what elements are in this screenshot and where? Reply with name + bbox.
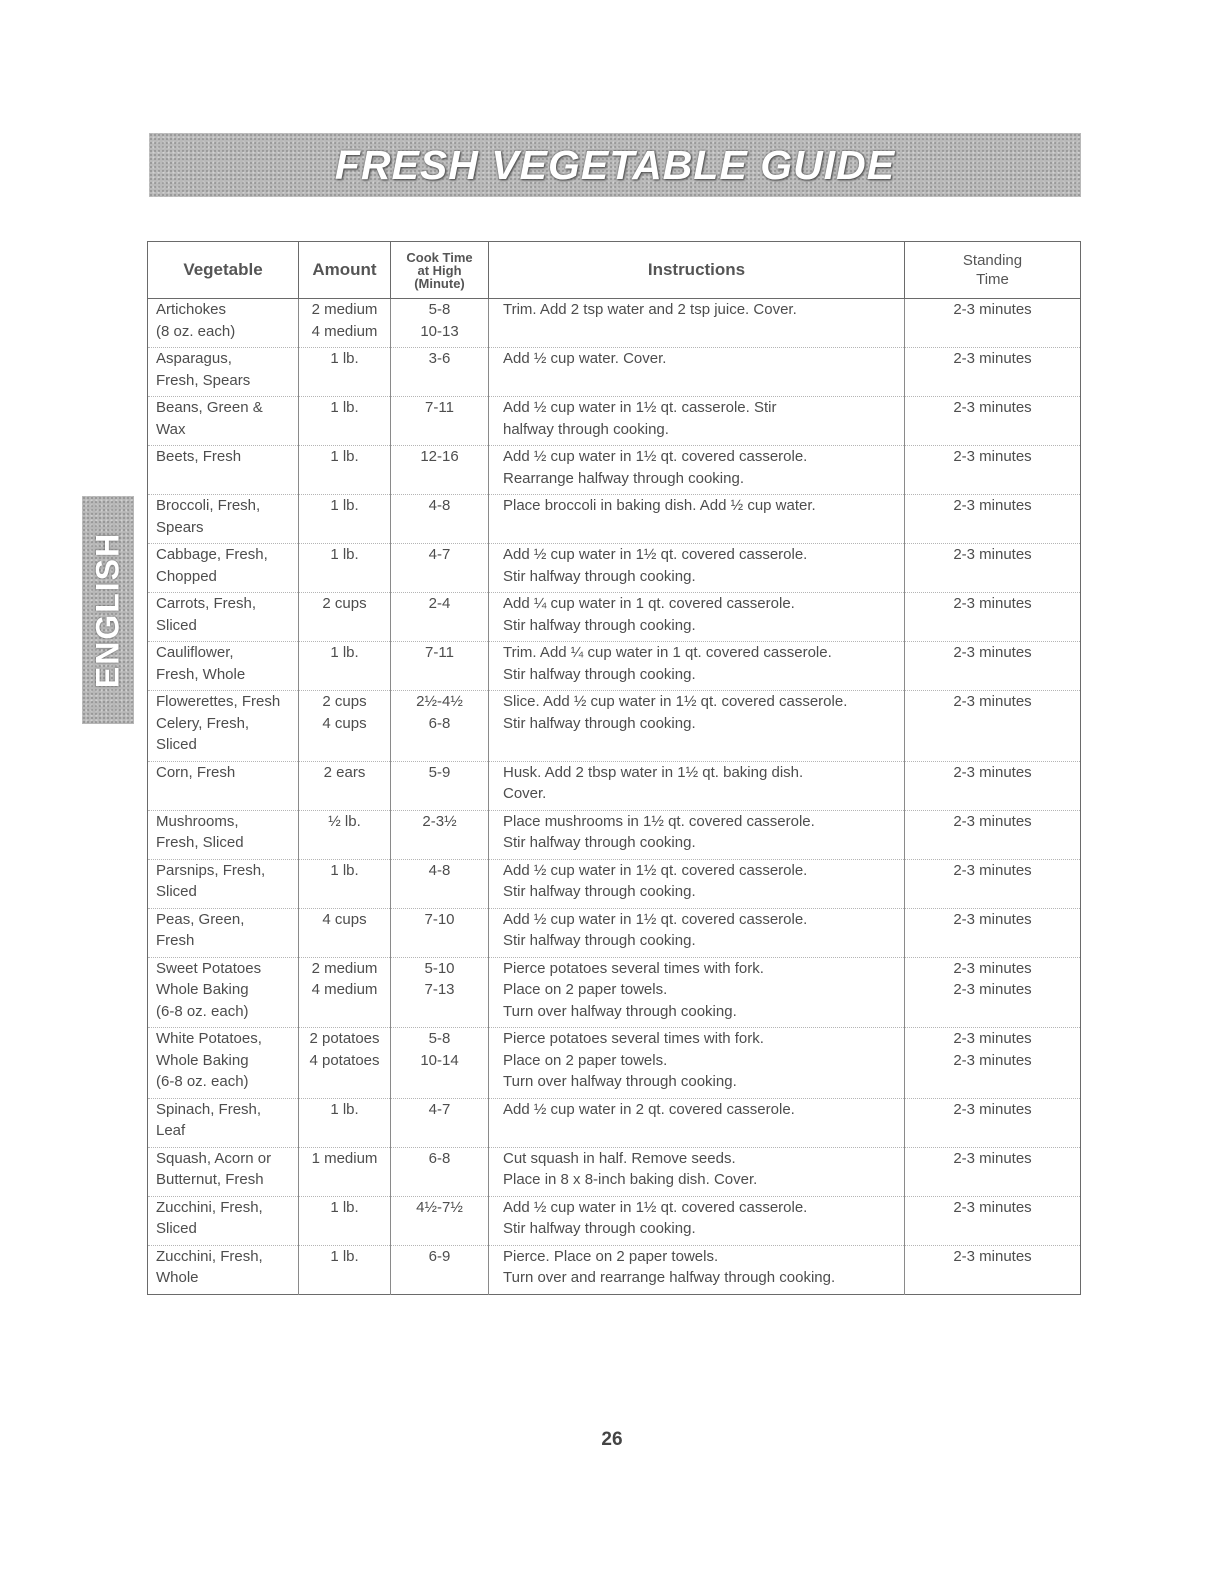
- standing-time-cell-line: 2-3 minutes: [953, 1100, 1032, 1118]
- vegetable-cell: [148, 859, 299, 908]
- vegetable-cell-line: Fresh, Spears: [156, 371, 251, 389]
- cook-time-cell: [391, 593, 489, 642]
- cook-time-cell-line: 7-11: [425, 644, 454, 661]
- instructions-cell-line: Add ½ cup water in 1½ qt. covered casserole.: [503, 1198, 808, 1216]
- cook-time-cell: [391, 1245, 489, 1294]
- instructions-cell-line: Stir halfway through cooking.: [503, 883, 696, 900]
- table-row: [148, 810, 1081, 859]
- cook-time-cell: [391, 642, 489, 691]
- cook-time-cell-line: 4-8: [428, 497, 451, 514]
- instructions-cell-line: Turn over and rearrange halfway through cooking.: [503, 1269, 836, 1286]
- title-banner: [149, 133, 1081, 197]
- vegetable-cell-line: Butternut, Fresh: [156, 1171, 264, 1188]
- vegetable-cell-line: Beans, Green &: [156, 399, 263, 416]
- standing-time-cell-line: 2-3 minutes: [953, 1247, 1032, 1265]
- vegetable-cell: [148, 1196, 299, 1245]
- instructions-cell-line: Add ½ cup water in 1½ qt. covered casserole.: [503, 861, 808, 879]
- instructions-cell-line: Stir halfway through cooking.: [503, 1220, 696, 1237]
- standing-time-cell-line: 2-3 minutes: [953, 693, 1032, 710]
- vegetable-cell-line: (6-8 oz. each): [156, 1073, 249, 1090]
- table-row: [148, 1245, 1081, 1294]
- vegetable-cell-line: Carrots, Fresh,: [156, 595, 257, 612]
- cook-time-cell-line: 10-13: [420, 322, 459, 340]
- vegetable-cell-line: Cabbage, Fresh,: [156, 546, 268, 563]
- vegetable-cell-line: Corn, Fresh: [156, 763, 236, 781]
- table-row: [148, 1028, 1081, 1099]
- standing-time-cell: [905, 957, 1081, 1028]
- amount-cell-line: 4 medium: [311, 981, 378, 998]
- standing-time-cell-line: 2-3 minutes: [953, 595, 1032, 612]
- instructions-cell: [489, 642, 905, 691]
- amount-cell-line: 1 lb.: [330, 1100, 359, 1118]
- instructions-cell: [489, 761, 905, 810]
- standing-time-cell-line: 2-3 minutes: [953, 644, 1032, 661]
- instructions-cell: [489, 1245, 905, 1294]
- instructions-cell-line: Place on 2 paper towels.: [503, 1051, 668, 1069]
- amount-cell-line: 2 medium: [311, 959, 378, 977]
- vegetable-cell-line: Whole: [156, 1269, 199, 1286]
- vegetable-cell: [148, 908, 299, 957]
- cook-time-cell-line: 5-10: [424, 959, 455, 977]
- header-cook-time-line: Cook Time: [406, 249, 473, 265]
- page-number: 26: [601, 1429, 623, 1450]
- standing-time-cell-line: 2-3 minutes: [953, 350, 1032, 367]
- standing-time-cell: [905, 544, 1081, 593]
- cook-time-cell: [391, 957, 489, 1028]
- instructions-cell-line: Stir halfway through cooking.: [503, 714, 696, 732]
- amount-cell: [299, 859, 391, 908]
- standing-time-cell: [905, 1098, 1081, 1147]
- vegetable-cell: [148, 1098, 299, 1147]
- table-row: [148, 495, 1081, 544]
- header-cook-time-line: (Minute): [414, 275, 465, 291]
- vegetable-cell: [148, 1245, 299, 1294]
- cook-time-cell: [391, 1147, 489, 1196]
- instructions-cell-line: Place in 8 x 8-inch baking dish. Cover.: [503, 1171, 758, 1188]
- instructions-cell: [489, 397, 905, 446]
- vegetable-cell-line: Sliced: [156, 1220, 197, 1237]
- cook-time-cell-line: 7-11: [425, 399, 454, 416]
- instructions-cell-line: Add ½ cup water in 1½ qt. casserole. Stir: [503, 399, 777, 416]
- standing-time-cell: [905, 446, 1081, 495]
- cook-time-cell: [391, 1196, 489, 1245]
- vegetable-cell: [148, 348, 299, 397]
- standing-time-cell: [905, 642, 1081, 691]
- instructions-cell-line: Cut squash in half. Remove seeds.: [503, 1149, 736, 1167]
- vegetable-cell-line: Peas, Green,: [156, 910, 245, 928]
- amount-cell-line: 1 lb.: [330, 1198, 359, 1216]
- vegetable-cell-line: (8 oz. each): [156, 322, 236, 340]
- vegetable-cell: [148, 397, 299, 446]
- vegetable-cell-line: Leaf: [156, 1122, 186, 1139]
- vegetable-cell-line: Artichokes: [156, 301, 227, 318]
- vegetable-cell-line: Flowerettes, Fresh: [156, 693, 281, 710]
- amount-cell: [299, 1028, 391, 1099]
- amount-cell: [299, 446, 391, 495]
- instructions-cell-line: Husk. Add 2 tbsp water in 1½ qt. baking dish.: [503, 763, 804, 781]
- standing-time-cell: [905, 397, 1081, 446]
- vegetable-cell: [148, 544, 299, 593]
- instructions-cell-line: halfway through cooking.: [503, 420, 669, 438]
- table-row: [148, 299, 1081, 348]
- table-row: [148, 859, 1081, 908]
- amount-cell: [299, 1196, 391, 1245]
- standing-time-cell-line: 2-3 minutes: [953, 910, 1032, 928]
- instructions-cell-line: Trim. Add 2 tsp water and 2 tsp juice. Cover.: [503, 301, 797, 318]
- cook-time-cell-line: 4-7: [428, 546, 451, 563]
- instructions-cell-line: Slice. Add ½ cup water in 1½ qt. covered casserole.: [503, 693, 848, 710]
- instructions-cell: [489, 1028, 905, 1099]
- vegetable-cell-line: Mushrooms,: [156, 812, 239, 830]
- amount-cell-line: 1 lb.: [330, 448, 359, 465]
- vegetable-cell: [148, 495, 299, 544]
- standing-time-cell: [905, 810, 1081, 859]
- vegetable-cell-line: Whole Baking: [156, 981, 249, 998]
- amount-cell-line: 4 medium: [311, 322, 378, 340]
- instructions-cell-line: Place broccoli in baking dish. Add ½ cup water.: [503, 497, 816, 514]
- cook-time-cell: [391, 544, 489, 593]
- cook-time-cell-line: 3-6: [428, 350, 451, 367]
- cook-time-cell-line: 7-10: [424, 910, 455, 928]
- standing-time-cell-line: 2-3 minutes: [953, 812, 1032, 830]
- instructions-cell: [489, 348, 905, 397]
- cook-time-cell-line: 4½-7½: [416, 1198, 463, 1216]
- instructions-cell-line: Add ½ cup water in 1½ qt. covered casserole.: [503, 546, 808, 563]
- instructions-cell-line: Stir halfway through cooking.: [503, 616, 696, 634]
- vegetable-cell: [148, 446, 299, 495]
- amount-cell-line: 1 lb.: [330, 497, 359, 514]
- vegetable-cell-line: Sliced: [156, 616, 197, 634]
- table-header-row: [148, 242, 1081, 299]
- standing-time-cell: [905, 1028, 1081, 1099]
- vegetable-cell-line: (6-8 oz. each): [156, 1002, 249, 1020]
- instructions-cell-line: Cover.: [503, 785, 547, 802]
- vegetable-cell: [148, 299, 299, 348]
- header-cook-time-line: at High: [417, 262, 462, 278]
- cook-time-cell-line: 5-8: [428, 301, 451, 318]
- standing-time-cell: [905, 691, 1081, 762]
- header-instructions: Instructions: [489, 242, 905, 299]
- cook-time-cell-line: 4-7: [428, 1100, 451, 1118]
- vegetable-cell-line: Cauliflower,: [156, 644, 234, 661]
- vegetable-guide-table: [147, 241, 1081, 1295]
- vegetable-cell-line: Fresh, Sliced: [156, 834, 244, 851]
- amount-cell-line: 1 lb.: [330, 644, 359, 661]
- instructions-cell: [489, 446, 905, 495]
- amount-cell: [299, 642, 391, 691]
- cook-time-cell-line: 12-16: [420, 448, 459, 465]
- amount-cell: [299, 1245, 391, 1294]
- instructions-cell-line: Pierce potatoes several times with fork.: [503, 1030, 764, 1047]
- standing-time-cell: [905, 299, 1081, 348]
- instructions-cell: [489, 908, 905, 957]
- instructions-cell-line: Stir halfway through cooking.: [503, 834, 696, 851]
- instructions-cell-line: Add ½ cup water in 2 qt. covered casserole.: [503, 1100, 795, 1118]
- standing-time-cell-line: 2-3 minutes: [953, 1051, 1032, 1069]
- amount-cell-line: 2 potatoes: [309, 1030, 380, 1047]
- amount-cell-line: 4 cups: [322, 910, 367, 928]
- vegetable-cell-line: Sliced: [156, 883, 197, 900]
- amount-cell-line: 1 lb.: [330, 861, 359, 879]
- instructions-cell-line: Rearrange halfway through cooking.: [503, 469, 744, 487]
- table-row: [148, 348, 1081, 397]
- amount-cell: [299, 495, 391, 544]
- instructions-cell-line: Stir halfway through cooking.: [503, 665, 696, 683]
- standing-time-cell: [905, 1245, 1081, 1294]
- standing-time-cell-line: 2-3 minutes: [953, 448, 1032, 465]
- instructions-cell-line: Turn over halfway through cooking.: [503, 1073, 737, 1090]
- amount-cell: [299, 761, 391, 810]
- vegetable-cell-line: Squash, Acorn or: [156, 1149, 272, 1167]
- standing-time-cell-line: 2-3 minutes: [953, 1030, 1032, 1047]
- instructions-cell: [489, 1098, 905, 1147]
- instructions-cell-line: Turn over halfway through cooking.: [503, 1002, 737, 1020]
- vegetable-cell: [148, 593, 299, 642]
- standing-time-cell-line: 2-3 minutes: [953, 546, 1032, 563]
- amount-cell-line: 2 cups: [322, 693, 367, 710]
- amount-cell-line: 2 ears: [323, 763, 366, 781]
- cook-time-cell-line: 6-8: [428, 714, 451, 732]
- standing-time-cell-line: 2-3 minutes: [953, 1149, 1032, 1167]
- header-standing-time-line: Time: [976, 271, 1009, 288]
- vegetable-cell: [148, 642, 299, 691]
- cook-time-cell: [391, 859, 489, 908]
- standing-time-cell-line: 2-3 minutes: [953, 497, 1032, 514]
- table-row: [148, 397, 1081, 446]
- page-title: FRESH VEGETABLE GUIDE: [334, 142, 896, 188]
- amount-cell-line: 2 cups: [322, 595, 367, 612]
- cook-time-cell-line: 2-4: [428, 595, 451, 612]
- amount-cell: [299, 593, 391, 642]
- amount-cell: [299, 544, 391, 593]
- standing-time-cell-line: 2-3 minutes: [953, 959, 1032, 977]
- header-cook-time: [391, 242, 489, 299]
- amount-cell-line: ½ lb.: [328, 812, 361, 830]
- instructions-cell: [489, 859, 905, 908]
- instructions-cell-line: Pierce. Place on 2 paper towels.: [503, 1247, 719, 1265]
- table-row: [148, 1196, 1081, 1245]
- amount-cell-line: 1 lb.: [330, 399, 359, 416]
- vegetable-cell-line: Spears: [156, 518, 204, 536]
- cook-time-cell: [391, 810, 489, 859]
- cook-time-cell-line: 7-13: [424, 981, 455, 998]
- amount-cell-line: 4 cups: [322, 714, 367, 732]
- vegetable-cell: [148, 810, 299, 859]
- vegetable-cell-line: Broccoli, Fresh,: [156, 497, 261, 514]
- standing-time-cell-line: 2-3 minutes: [953, 763, 1032, 781]
- header-standing-time: [905, 242, 1081, 299]
- standing-time-cell: [905, 1196, 1081, 1245]
- amount-cell: [299, 957, 391, 1028]
- vegetable-cell: [148, 691, 299, 762]
- cook-time-cell: [391, 761, 489, 810]
- standing-time-cell-line: 2-3 minutes: [953, 861, 1032, 879]
- table-row: [148, 446, 1081, 495]
- cook-time-cell-line: 2-3½: [422, 812, 457, 830]
- instructions-cell-line: Place on 2 paper towels.: [503, 981, 668, 998]
- vegetable-cell-line: Zucchini, Fresh,: [156, 1198, 263, 1216]
- standing-time-cell-line: 2-3 minutes: [953, 399, 1032, 416]
- instructions-cell: [489, 1147, 905, 1196]
- instructions-cell: [489, 544, 905, 593]
- vegetable-cell-line: Celery, Fresh,: [156, 714, 250, 732]
- vegetable-cell-line: Whole Baking: [156, 1051, 249, 1069]
- header-vegetable: Vegetable: [148, 242, 299, 299]
- cook-time-cell-line: 2½-4½: [416, 693, 463, 710]
- standing-time-cell-line: 2-3 minutes: [953, 1198, 1032, 1216]
- amount-cell-line: 1 medium: [311, 1149, 378, 1167]
- amount-cell: [299, 397, 391, 446]
- amount-cell-line: 1 lb.: [330, 350, 359, 367]
- instructions-cell-line: Add ½ cup water in 1½ qt. covered casserole.: [503, 448, 808, 465]
- standing-time-cell-line: 2-3 minutes: [953, 981, 1032, 998]
- vegetable-cell-line: Sliced: [156, 736, 197, 753]
- vegetable-cell-line: Fresh, Whole: [156, 665, 246, 683]
- instructions-cell: [489, 593, 905, 642]
- amount-cell-line: 4 potatoes: [309, 1051, 380, 1069]
- standing-time-cell: [905, 1147, 1081, 1196]
- table-row: [148, 908, 1081, 957]
- vegetable-cell-line: Beets, Fresh: [156, 448, 242, 465]
- amount-cell: [299, 1098, 391, 1147]
- cook-time-cell: [391, 1098, 489, 1147]
- vegetable-cell-line: Sweet Potatoes: [156, 959, 262, 977]
- cook-time-cell: [391, 691, 489, 762]
- amount-cell-line: 1 lb.: [330, 546, 359, 563]
- instructions-cell-line: Add ½ cup water in 1½ qt. covered casserole.: [503, 910, 808, 928]
- table-row: [148, 544, 1081, 593]
- amount-cell-line: 2 medium: [311, 301, 378, 318]
- vegetable-cell: [148, 761, 299, 810]
- instructions-cell: [489, 1196, 905, 1245]
- instructions-cell-line: Place mushrooms in 1½ qt. covered casserole.: [503, 812, 815, 830]
- table-body: [148, 299, 1081, 1295]
- instructions-cell: [489, 299, 905, 348]
- vegetable-cell: [148, 1147, 299, 1196]
- header-amount: Amount: [299, 242, 391, 299]
- instructions-cell: [489, 691, 905, 762]
- instructions-cell-line: Add ½ cup water. Cover.: [503, 350, 667, 367]
- table-row: [148, 1098, 1081, 1147]
- amount-cell: [299, 810, 391, 859]
- amount-cell: [299, 1147, 391, 1196]
- amount-cell: [299, 299, 391, 348]
- vegetable-cell-line: Fresh: [156, 932, 195, 949]
- cook-time-cell: [391, 908, 489, 957]
- standing-time-cell: [905, 761, 1081, 810]
- table-row: [148, 642, 1081, 691]
- cook-time-cell-line: 6-9: [428, 1247, 451, 1265]
- vegetable-cell-line: Chopped: [156, 567, 217, 585]
- cook-time-cell-line: 5-9: [428, 763, 451, 781]
- table-row: [148, 1147, 1081, 1196]
- vegetable-cell-line: White Potatoes,: [156, 1030, 262, 1047]
- vegetable-cell-line: Parsnips, Fresh,: [156, 861, 266, 879]
- cook-time-cell-line: 6-8: [428, 1149, 451, 1167]
- standing-time-cell: [905, 593, 1081, 642]
- standing-time-cell-line: 2-3 minutes: [953, 301, 1032, 318]
- cook-time-cell: [391, 1028, 489, 1099]
- amount-cell: [299, 691, 391, 762]
- cook-time-cell-line: 4-8: [428, 861, 451, 879]
- table-row: [148, 957, 1081, 1028]
- language-tab: [82, 496, 134, 724]
- language-tab-label: ENGLISH: [89, 531, 126, 689]
- cook-time-cell: [391, 446, 489, 495]
- amount-cell-line: 1 lb.: [330, 1247, 359, 1265]
- table-row: [148, 593, 1081, 642]
- standing-time-cell: [905, 495, 1081, 544]
- table-row: [148, 761, 1081, 810]
- standing-time-cell: [905, 908, 1081, 957]
- table-row: [148, 691, 1081, 762]
- instructions-cell-line: Pierce potatoes several times with fork.: [503, 959, 764, 977]
- amount-cell: [299, 348, 391, 397]
- instructions-cell: [489, 495, 905, 544]
- cook-time-cell: [391, 397, 489, 446]
- vegetable-cell-line: Spinach, Fresh,: [156, 1100, 262, 1118]
- standing-time-cell: [905, 859, 1081, 908]
- cook-time-cell: [391, 348, 489, 397]
- cook-time-cell-line: 10-14: [420, 1051, 459, 1069]
- instructions-cell-line: Stir halfway through cooking.: [503, 567, 696, 585]
- vegetable-cell: [148, 957, 299, 1028]
- instructions-cell: [489, 957, 905, 1028]
- instructions-cell: [489, 810, 905, 859]
- instructions-cell-line: Add ¼ cup water in 1 qt. covered casserole.: [503, 595, 795, 612]
- cook-time-cell-line: 5-8: [428, 1030, 451, 1047]
- vegetable-cell-line: Zucchini, Fresh,: [156, 1247, 263, 1265]
- instructions-cell-line: Stir halfway through cooking.: [503, 932, 696, 949]
- vegetable-cell-line: Wax: [156, 420, 186, 438]
- header-standing-time-line: Standing: [962, 252, 1023, 269]
- vegetable-cell-line: Asparagus,: [156, 350, 232, 367]
- cook-time-cell: [391, 299, 489, 348]
- vegetable-cell: [148, 1028, 299, 1099]
- instructions-cell-line: Trim. Add ¼ cup water in 1 qt. covered casserole.: [503, 644, 832, 661]
- cook-time-cell: [391, 495, 489, 544]
- standing-time-cell: [905, 348, 1081, 397]
- amount-cell: [299, 908, 391, 957]
